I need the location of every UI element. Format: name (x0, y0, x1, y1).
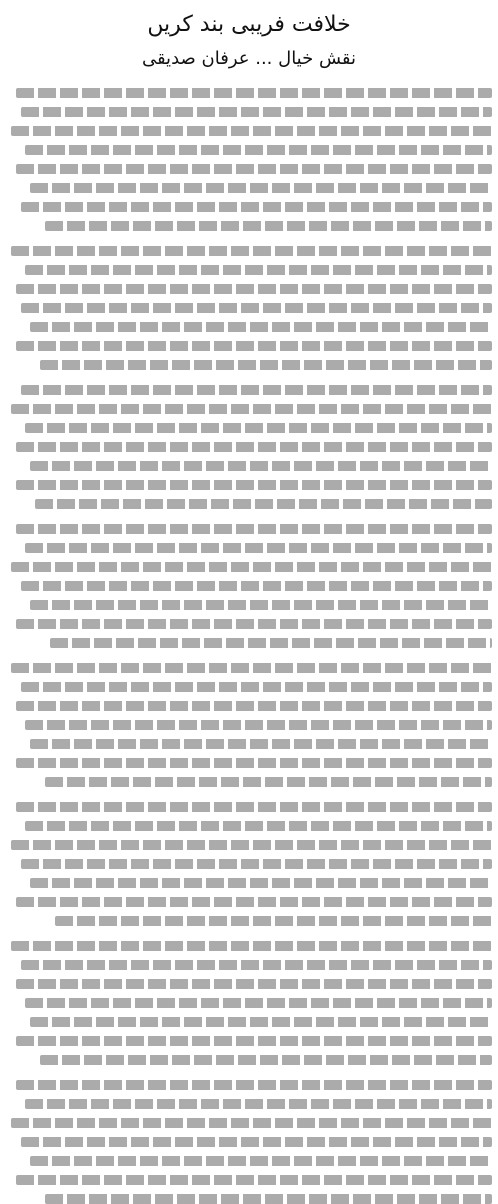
paragraph (6, 385, 492, 509)
paragraph (6, 802, 492, 926)
paragraph (6, 1080, 492, 1204)
paragraph (6, 88, 492, 231)
article-body (6, 88, 492, 968)
byline: نقش خیال ... عرفان صدیقی (141, 48, 357, 69)
headline: خلافت فریبی بند کریں (147, 12, 351, 37)
paragraph (6, 663, 492, 787)
paragraph (6, 524, 492, 648)
paragraph (6, 246, 492, 370)
paragraph (6, 941, 492, 1065)
